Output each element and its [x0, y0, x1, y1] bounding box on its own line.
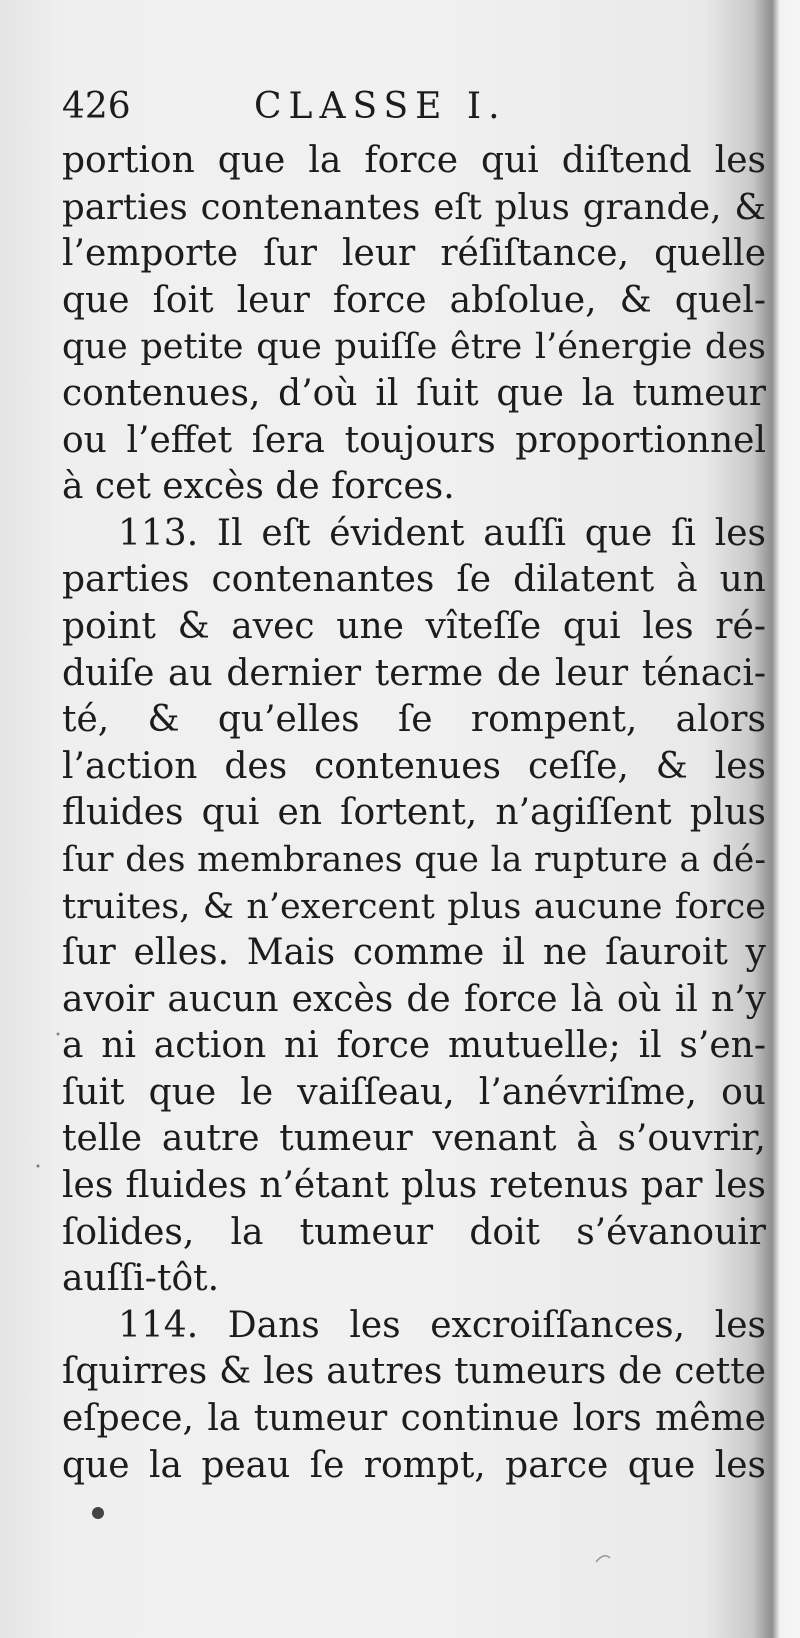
paragraph-start: 113. Il eſt évident auſſi que ſi les: [118, 512, 766, 554]
text-line: parties contenantes ſe dilatent à un: [62, 559, 766, 601]
text-line: auſſi-tôt.: [62, 1258, 220, 1300]
page-text: [62, 86, 766, 1489]
text-line: duiſe au dernier terme de leur ténaci-: [62, 652, 766, 694]
paragraph-start: 114. Dans les excroiſſances, les: [118, 1304, 766, 1346]
text-line: parties contenantes eſt plus grande, &: [62, 186, 766, 228]
text-line: contenues, d’où il ſuit que la tumeur: [62, 372, 766, 414]
page-number: 426: [62, 86, 131, 127]
text-line: ſur des membranes que la rupture a dé-: [62, 839, 766, 880]
text-line: ſquirres & les autres tumeurs de cette: [62, 1351, 766, 1393]
page-header: [62, 86, 766, 138]
ink-speck: [92, 1507, 104, 1519]
text-line: que la peau ſe rompt, parce que les: [62, 1444, 766, 1486]
text-line: que petite que puiſſe être l’énergie des: [62, 327, 766, 368]
text-line: ſur elles. Mais comme il ne ſauroit y: [62, 932, 766, 974]
pen-mark: [596, 1556, 610, 1562]
running-head: CLASSE I.: [254, 86, 507, 127]
text-line: té, & qu’elles ſe rompent, alors: [62, 699, 766, 741]
text-line: que ſoit leur force abſolue, & quel-: [62, 279, 766, 321]
text-line: les fluides n’étant plus retenus par les: [62, 1165, 766, 1207]
text-line: l’action des contenues ceſſe, & les: [62, 745, 766, 787]
text-line: l’emporte ſur leur réſiſtance, quelle: [62, 233, 766, 275]
text-line: truites, & n’exercent plus aucune force: [62, 886, 766, 927]
text-line: point & avec une vîteſſe qui les ré-: [62, 605, 766, 647]
text-line: a ni action ni force mutuelle; il s’en-: [62, 1025, 766, 1067]
text-line: ſolides, la tumeur doit s’évanouir: [62, 1211, 766, 1253]
text-line: à cet excès de forces.: [62, 466, 455, 508]
text-line: telle autre tumeur venant à s’ouvrir,: [62, 1118, 766, 1160]
text-line: avoir aucun excès de force là où il n’y: [62, 978, 766, 1020]
ink-speck: [37, 1165, 40, 1168]
text-line: fluides qui en ſortent, n’agiſſent plus: [62, 792, 766, 834]
text-line: eſpece, la tumeur continue lors même: [62, 1398, 766, 1440]
text-line: portion que la force qui diſtend les: [62, 140, 766, 181]
text-line: ou l’effet ſera toujours proportionnel: [62, 419, 766, 461]
text-line: ſuit que le vaiſſeau, l’anévriſme, ou: [62, 1071, 766, 1113]
ink-speck: [57, 1033, 60, 1036]
